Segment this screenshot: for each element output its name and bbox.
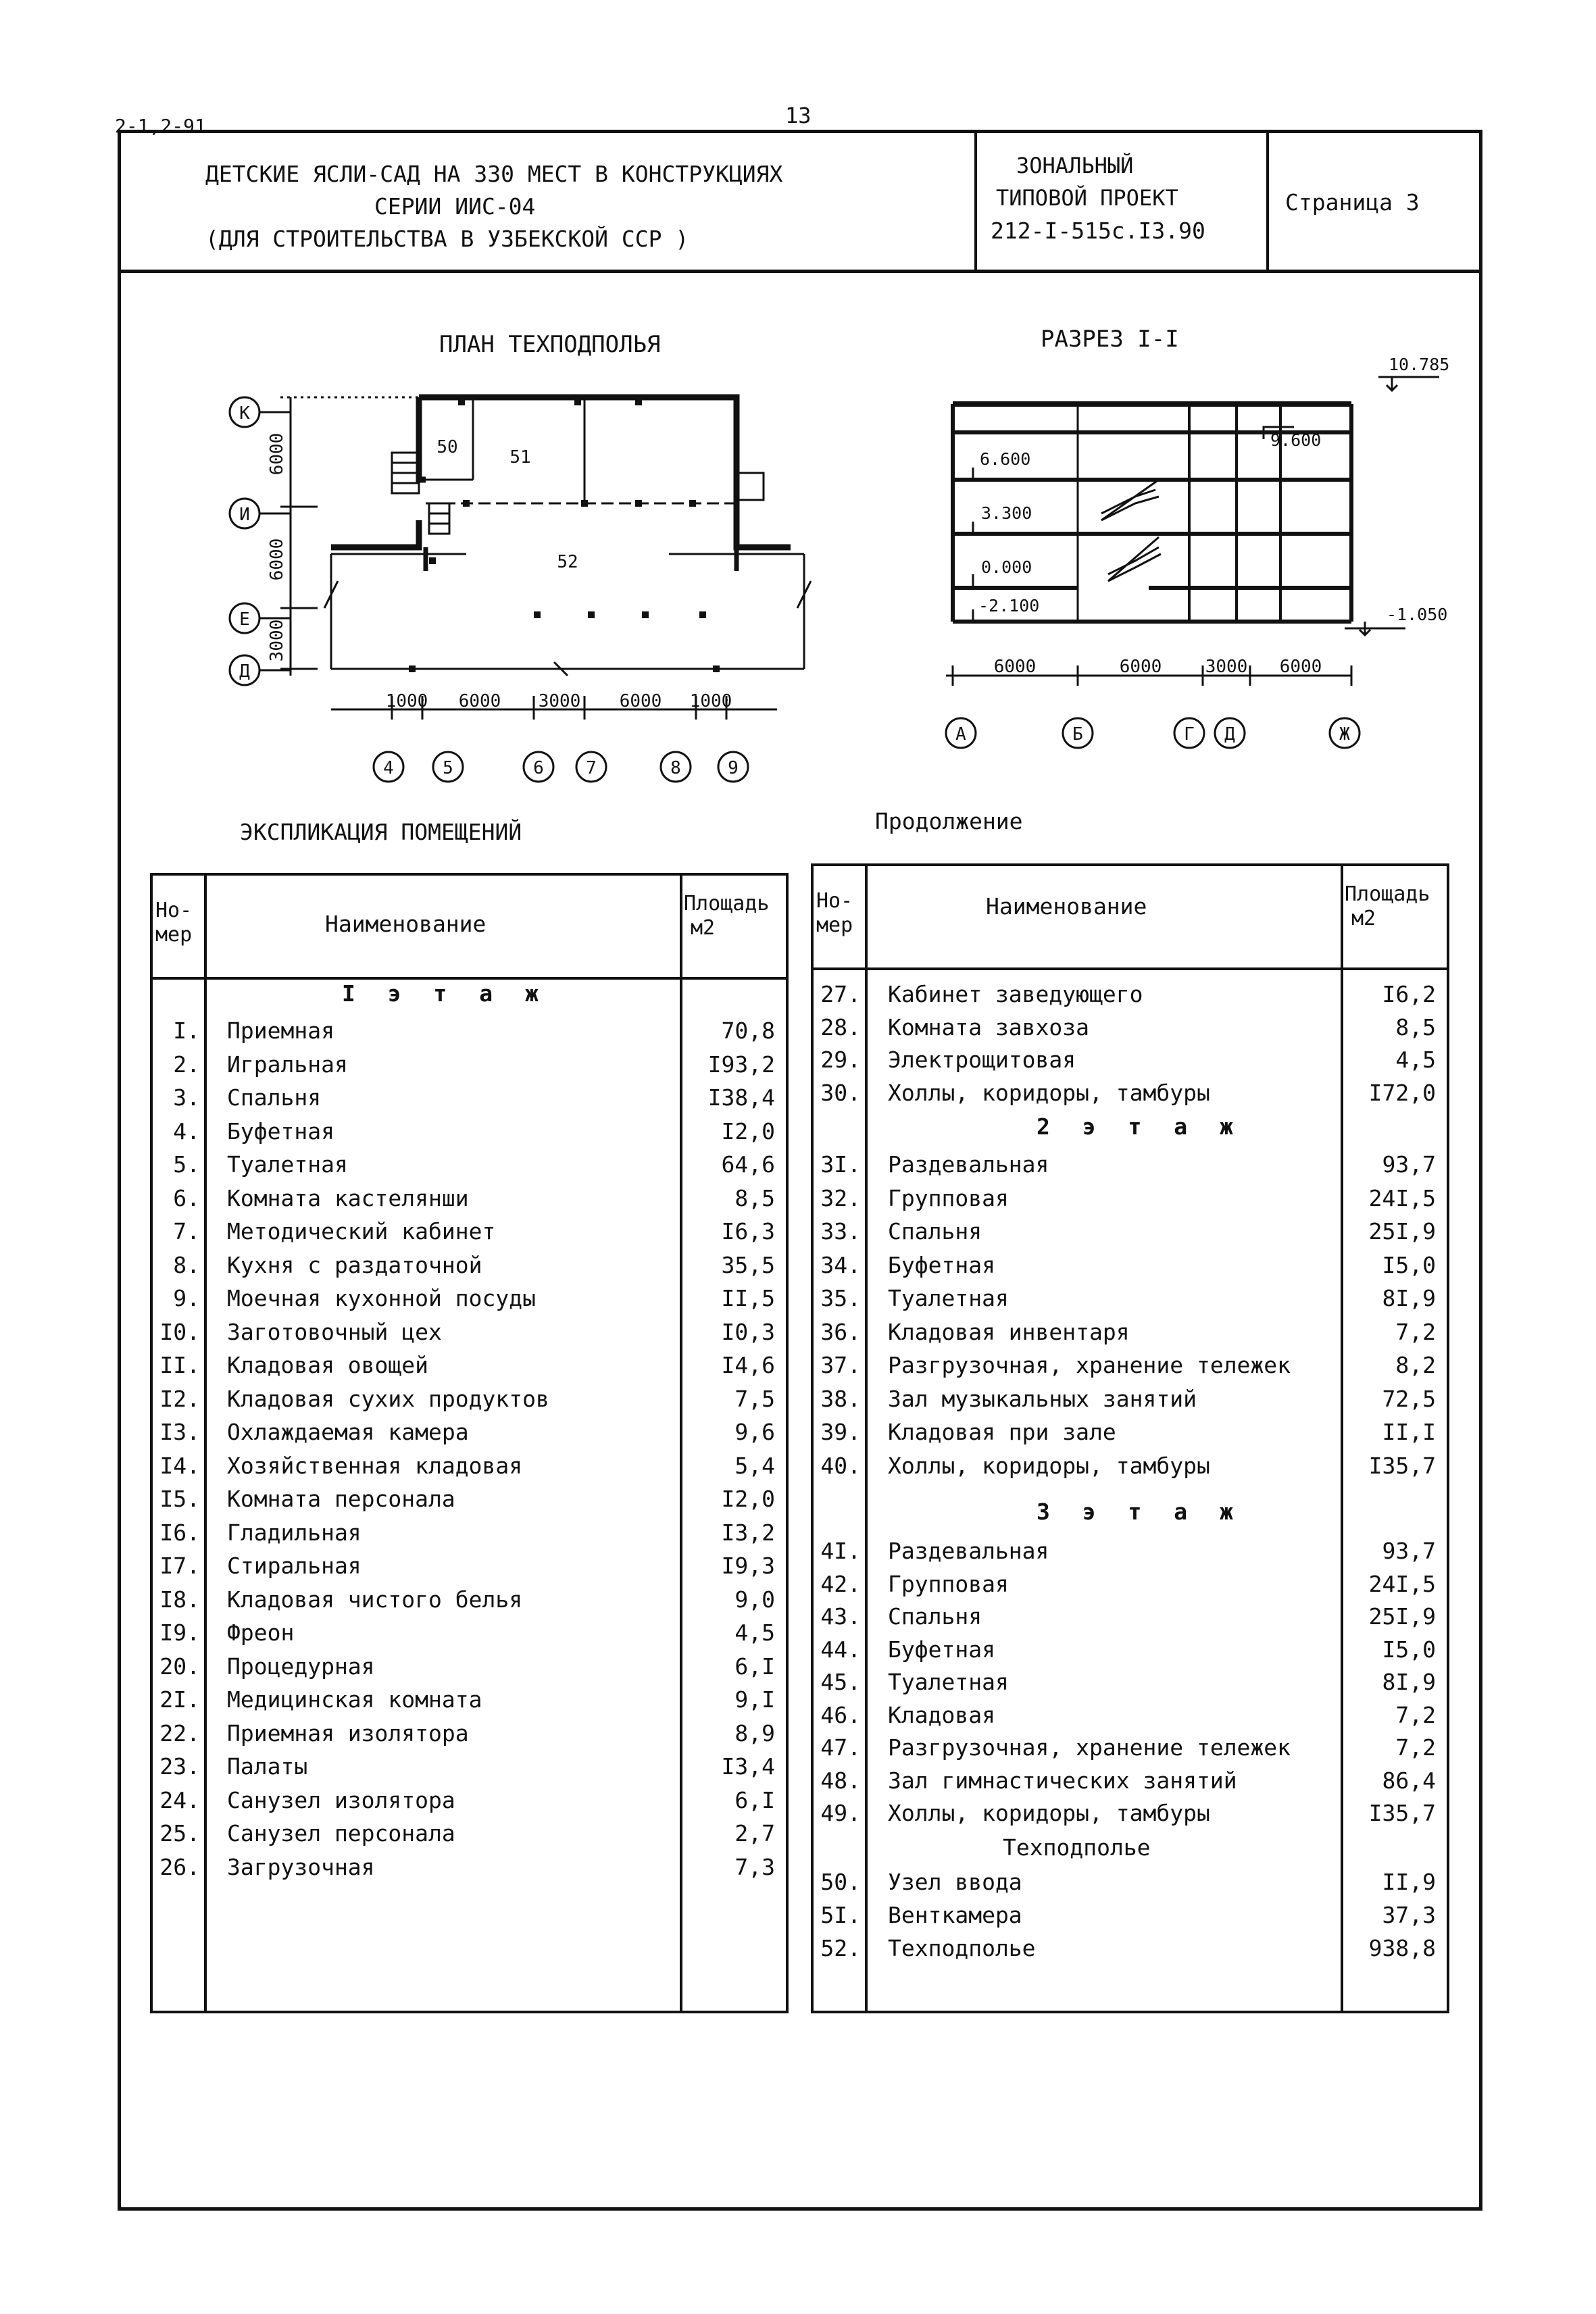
- room-name: Хозяйственная кладовая: [227, 1452, 523, 1479]
- room-area: I9,3: [721, 1553, 775, 1579]
- row-number: I9.: [159, 1619, 200, 1646]
- floor-header: 2 э т а ж: [1037, 1113, 1243, 1140]
- table-row: [153, 1215, 786, 1248]
- room-name: Групповая: [888, 1570, 1009, 1597]
- room-area: 24I,5: [1368, 1570, 1436, 1597]
- section-level: 10.785: [1389, 355, 1450, 374]
- row-number: I5.: [159, 1486, 200, 1512]
- room-name: Процедурная: [227, 1653, 375, 1680]
- section-level: 3.300: [981, 503, 1032, 523]
- project-code: 212-I-515c.I3.90: [991, 218, 1205, 244]
- table-row: [153, 1015, 786, 1047]
- row-number: 27.: [820, 981, 861, 1007]
- project-line-2: ТИПОВОЙ ПРОЕКТ: [996, 185, 1178, 211]
- plan-dim-label: 6000: [619, 691, 662, 711]
- row-number: 52.: [820, 1935, 861, 1961]
- explication-title: ЭКСПЛИКАЦИЯ ПОМЕЩЕНИЙ: [240, 819, 522, 845]
- row-number: 25.: [159, 1820, 200, 1846]
- plan-dim-label: 3000: [538, 691, 581, 711]
- table-row: [814, 1932, 1447, 1965]
- room-name: Кладовая чистого белья: [227, 1586, 523, 1613]
- row-number: 28.: [820, 1013, 861, 1040]
- plan-axis-label: К: [239, 403, 250, 424]
- section-axis-label: Б: [1072, 724, 1083, 745]
- room-name: Кладовая при зале: [888, 1419, 1116, 1445]
- table-row: [814, 1316, 1447, 1349]
- row-number: 38.: [820, 1385, 861, 1412]
- room-name: Стиральная: [227, 1553, 361, 1579]
- col-header-name: Наименование: [986, 893, 1147, 920]
- section-dim-label: 3000: [1205, 657, 1248, 677]
- room-area: I3,4: [721, 1753, 775, 1780]
- room-name: Раздевальная: [888, 1151, 1049, 1178]
- table-row: [153, 1082, 786, 1114]
- room-area: I2,0: [721, 1117, 775, 1145]
- room-area: 37,3: [1382, 1902, 1436, 1928]
- row-number: I7.: [159, 1553, 200, 1579]
- room-name: Комната кастелянши: [227, 1184, 469, 1211]
- room-area: I38,4: [707, 1084, 775, 1111]
- project-line-1: ЗОНАЛЬНЫЙ: [1016, 153, 1134, 178]
- room-area: 4,5: [1395, 1047, 1436, 1073]
- row-number: 42.: [820, 1570, 861, 1597]
- table-row: [153, 1115, 786, 1148]
- table-row: [814, 1182, 1447, 1215]
- room-name: Санузел изолятора: [227, 1786, 455, 1813]
- title-line-2: СЕРИИ ИИС-04: [374, 193, 536, 220]
- table-row: [814, 1282, 1447, 1315]
- row-number: 5I.: [820, 1902, 861, 1928]
- room-name: Разгрузочная, хранение тележек: [888, 1734, 1291, 1761]
- section-drawing: [905, 351, 1487, 770]
- room-area: 25I,9: [1368, 1218, 1436, 1244]
- room-name: Венткамера: [888, 1902, 1022, 1928]
- header-divider: [153, 977, 786, 980]
- table-row: [153, 1751, 786, 1783]
- table-row: [814, 1765, 1447, 1797]
- room-area: 8,5: [1395, 1013, 1436, 1040]
- row-number: 36.: [820, 1318, 861, 1345]
- room-name: Охлаждаемая камера: [227, 1419, 469, 1445]
- col-header-area-line: м2: [691, 916, 716, 940]
- table-row: [153, 1517, 786, 1549]
- room-name: Буфетная: [888, 1636, 995, 1663]
- table-row: [153, 1249, 786, 1282]
- room-area: 7,3: [734, 1853, 775, 1880]
- room-name: Туалетная: [888, 1669, 1009, 1695]
- room-area: I5,0: [1382, 1636, 1436, 1663]
- room-name: Техподполье: [888, 1935, 1036, 1961]
- room-name: Буфетная: [888, 1251, 995, 1278]
- room-area: I2,0: [721, 1486, 775, 1512]
- table-row: [814, 1732, 1447, 1764]
- section-axis-label: Г: [1184, 724, 1195, 745]
- table-row: [153, 1651, 786, 1683]
- room-name: Палаты: [227, 1753, 308, 1780]
- room-area: 6,I: [734, 1786, 775, 1813]
- room-area: 9,0: [734, 1586, 775, 1613]
- room-area: 70,8: [721, 1017, 775, 1044]
- title-line-3: (ДЛЯ СТРОИТЕЛЬСТВА В УЗБЕКСКОЙ ССР ): [205, 226, 689, 252]
- table-row: [814, 1535, 1447, 1567]
- room-area: I3,2: [721, 1519, 775, 1546]
- plan-axis-label: 5: [443, 758, 453, 778]
- room-name: Холлы, коридоры, тамбуры: [888, 1452, 1210, 1479]
- section-axis-label: Ж: [1339, 724, 1350, 745]
- row-number: 46.: [820, 1701, 861, 1728]
- row-number: 30.: [820, 1079, 861, 1106]
- room-area: 7,2: [1395, 1701, 1436, 1728]
- row-number: 48.: [820, 1767, 861, 1794]
- room-area: 93,7: [1382, 1151, 1436, 1178]
- row-number: 26.: [159, 1853, 200, 1880]
- room-area: 64,6: [721, 1151, 775, 1178]
- room-name: Комната завхоза: [888, 1013, 1090, 1040]
- room-name: Спальня: [888, 1218, 982, 1244]
- plan-axis-label: 7: [586, 758, 597, 778]
- sheet-label: Страница 3: [1285, 189, 1420, 216]
- title-divider-1: [974, 130, 977, 273]
- row-number: 33.: [820, 1218, 861, 1244]
- room-area: 7,2: [1395, 1318, 1436, 1345]
- row-number: 2I.: [159, 1686, 200, 1713]
- row-number: 47.: [820, 1734, 861, 1761]
- room-name: Холлы, коридоры, тамбуры: [888, 1079, 1210, 1106]
- room-area: 6,I: [734, 1653, 775, 1680]
- room-name: Кладовая инвентаря: [888, 1318, 1130, 1345]
- table-row: [153, 1316, 786, 1349]
- room-name: Туалетная: [227, 1151, 348, 1178]
- room-name: Кабинет заведующего: [888, 981, 1143, 1007]
- room-area: I0,3: [721, 1318, 775, 1345]
- basement-plan-drawing: [203, 378, 878, 784]
- floor-header: 3 э т а ж: [1037, 1499, 1243, 1525]
- row-number: I.: [173, 1017, 200, 1044]
- section-axis-label: А: [955, 724, 966, 745]
- table-row: [814, 1899, 1447, 1932]
- room-area: 86,4: [1382, 1767, 1436, 1794]
- plan-axis-label: 8: [670, 758, 681, 778]
- room-area: 72,5: [1382, 1385, 1436, 1412]
- room-name: Методический кабинет: [227, 1218, 496, 1244]
- room-name: Игральная: [227, 1051, 348, 1078]
- room-name: Медицинская комната: [227, 1686, 482, 1713]
- row-number: 35.: [820, 1285, 861, 1311]
- room-area: 5,4: [734, 1452, 775, 1479]
- table-row: [153, 1483, 786, 1515]
- header-divider: [814, 967, 1447, 970]
- continuation-label: Продолжение: [875, 808, 1023, 834]
- plan-dim-label: 1000: [689, 691, 732, 711]
- table-row: [814, 1011, 1447, 1044]
- row-number: I6.: [159, 1519, 200, 1546]
- room-name: Туалетная: [888, 1285, 1009, 1311]
- table-row: [814, 1349, 1447, 1382]
- row-number: 6.: [173, 1184, 200, 1211]
- plan-axis-label: 6: [533, 758, 544, 778]
- table-row: [814, 1666, 1447, 1699]
- col-header-area-line: Площадь: [1345, 882, 1430, 906]
- room-area: 93,7: [1382, 1538, 1436, 1564]
- row-number: 43.: [820, 1603, 861, 1630]
- col-header-num: [816, 889, 853, 938]
- row-number: 34.: [820, 1251, 861, 1278]
- table-row: [153, 1784, 786, 1817]
- room-name: Приемная изолятора: [227, 1719, 469, 1746]
- row-number: 24.: [159, 1786, 200, 1813]
- page-number: 13: [785, 103, 812, 128]
- room-name: Холлы, коридоры, тамбуры: [888, 1800, 1210, 1826]
- table-row: [814, 1797, 1447, 1830]
- row-number: 7.: [173, 1218, 200, 1244]
- plan-axis-label: И: [239, 505, 250, 525]
- table-row: [153, 1149, 786, 1181]
- room-name: Раздевальная: [888, 1538, 1049, 1564]
- row-number: I3.: [159, 1419, 200, 1445]
- table-row: [814, 1450, 1447, 1482]
- room-area: 9,6: [734, 1419, 775, 1445]
- plan-dim-label: 3000: [267, 619, 287, 662]
- row-number: I0.: [159, 1318, 200, 1345]
- room-name: Фреон: [227, 1619, 295, 1646]
- room-name: Кладовая сухих продуктов: [227, 1385, 549, 1412]
- plan-room-label: 51: [509, 447, 531, 468]
- section-level: -2.100: [978, 596, 1040, 615]
- row-number: II.: [159, 1352, 200, 1378]
- room-area: 8,2: [1395, 1352, 1436, 1378]
- title-divider-2: [1266, 130, 1269, 273]
- plan-dim-label: 1000: [385, 691, 428, 711]
- room-name: Спальня: [888, 1603, 982, 1630]
- room-area: 35,5: [721, 1251, 775, 1278]
- room-name: Санузел персонала: [227, 1820, 455, 1846]
- room-area: 938,8: [1368, 1935, 1436, 1961]
- section-dim-label: 6000: [1119, 657, 1162, 677]
- section-level: 6.600: [980, 449, 1031, 469]
- room-area: 25I,9: [1368, 1603, 1436, 1630]
- row-number: 8.: [173, 1251, 200, 1278]
- section-level: 9.600: [1270, 430, 1322, 450]
- room-name: Спальня: [227, 1084, 322, 1111]
- table-row: [814, 1044, 1447, 1076]
- col-header-area: [684, 892, 769, 940]
- room-name: Буфетная: [227, 1117, 334, 1145]
- room-area: 4,5: [734, 1619, 775, 1646]
- row-number: 4.: [173, 1117, 200, 1145]
- row-number: 37.: [820, 1352, 861, 1378]
- row-number: 22.: [159, 1719, 200, 1746]
- room-area: II,5: [721, 1285, 775, 1311]
- room-name: Групповая: [888, 1184, 1009, 1211]
- row-number: 29.: [820, 1047, 861, 1073]
- row-number: 32.: [820, 1184, 861, 1211]
- row-number: 3.: [173, 1084, 200, 1111]
- col-header-num-line: Но-: [155, 899, 193, 922]
- room-name: Кладовая: [888, 1701, 995, 1728]
- table-row: [153, 1450, 786, 1482]
- room-name: Электрощитовая: [888, 1047, 1076, 1073]
- row-number: 39.: [820, 1419, 861, 1445]
- table-row: [153, 1282, 786, 1315]
- room-area: I72,0: [1368, 1079, 1436, 1106]
- table-row: [814, 1634, 1447, 1666]
- section-title: РАЗРЕЗ I-I: [1041, 326, 1179, 353]
- table-row: [814, 1699, 1447, 1732]
- table-row: [814, 1866, 1447, 1898]
- table-row: [153, 1550, 786, 1582]
- room-name: Заготовочный цех: [227, 1318, 442, 1345]
- explication-table-left: [150, 873, 789, 2013]
- table-row: [814, 1568, 1447, 1601]
- row-number: 9.: [173, 1285, 200, 1311]
- room-name: Гладильная: [227, 1519, 361, 1546]
- room-area: II,9: [1382, 1869, 1436, 1895]
- table-row: [153, 1817, 786, 1850]
- room-area: II,I: [1382, 1419, 1436, 1445]
- col-header-num: [155, 899, 192, 947]
- series-code: 2-1,2-91: [115, 115, 206, 137]
- row-number: I4.: [159, 1452, 200, 1479]
- col-header-name: Наименование: [325, 911, 487, 937]
- plan-axis-label: 4: [383, 758, 394, 778]
- col-header-area-line: м2: [1351, 907, 1376, 930]
- floor-header: I э т а ж: [342, 980, 548, 1007]
- col-header-area: [1345, 882, 1430, 931]
- col-header-num-line: мер: [155, 923, 193, 947]
- row-number: 3I.: [820, 1151, 861, 1178]
- row-number: I2.: [159, 1385, 200, 1412]
- room-name: Моечная кухонной посуды: [227, 1285, 536, 1311]
- table-row: [814, 1601, 1447, 1633]
- section-dim-label: 6000: [1279, 657, 1322, 677]
- row-number: 5.: [173, 1151, 200, 1178]
- plan-axis-label: 9: [728, 758, 739, 778]
- room-area: 8,5: [734, 1184, 775, 1211]
- table-row: [153, 1717, 786, 1750]
- table-row: [153, 1584, 786, 1616]
- table-row: [153, 1617, 786, 1649]
- table-row: [814, 1149, 1447, 1181]
- row-number: 50.: [820, 1869, 861, 1895]
- section-dim-label: 6000: [993, 657, 1037, 677]
- room-name: Кухня с раздаточной: [227, 1251, 482, 1278]
- plan-dim-label: 6000: [267, 432, 287, 476]
- room-name: Загрузочная: [227, 1853, 375, 1880]
- row-number: 49.: [820, 1800, 861, 1826]
- room-area: 2,7: [734, 1820, 775, 1846]
- room-name: Разгрузочная, хранение тележек: [888, 1352, 1291, 1378]
- row-number: 40.: [820, 1452, 861, 1479]
- plan-room-label: 52: [557, 552, 578, 572]
- room-area: I4,6: [721, 1352, 775, 1378]
- table-row: [153, 1851, 786, 1884]
- room-area: 8,9: [734, 1719, 775, 1746]
- row-number: 2.: [173, 1051, 200, 1078]
- row-number: 23.: [159, 1753, 200, 1780]
- row-number: 45.: [820, 1669, 861, 1695]
- section-level: -1.050: [1387, 605, 1448, 624]
- table-row: [814, 1249, 1447, 1282]
- floor-header-basement: Техподполье: [1003, 1834, 1151, 1861]
- title-line-1: ДЕТСКИЕ ЯСЛИ-САД НА 330 МЕСТ В КОНСТРУКЦИЯХ: [205, 161, 783, 187]
- table-row: [814, 1215, 1447, 1248]
- table-row: [814, 978, 1447, 1011]
- room-area: 8I,9: [1382, 1669, 1436, 1695]
- table-row: [814, 1077, 1447, 1109]
- row-number: 20.: [159, 1653, 200, 1680]
- room-name: Приемная: [227, 1017, 334, 1044]
- row-number: 44.: [820, 1636, 861, 1663]
- plan-dim-label: 6000: [267, 538, 287, 581]
- room-area: 7,5: [734, 1385, 775, 1412]
- room-area: I6,2: [1382, 981, 1436, 1007]
- row-number: I8.: [159, 1586, 200, 1613]
- title-block: [118, 130, 1482, 273]
- room-area: I5,0: [1382, 1251, 1436, 1278]
- room-name: Зал музыкальных занятий: [888, 1385, 1197, 1412]
- col-header-area-line: Площадь: [684, 892, 770, 915]
- room-area: 9,I: [734, 1686, 775, 1713]
- plan-dim-label: 6000: [458, 691, 501, 711]
- plan-room-label: 50: [437, 437, 458, 457]
- table-row: [153, 1383, 786, 1415]
- col-header-num-line: Но-: [816, 889, 853, 913]
- plan-axis-label: Д: [239, 661, 250, 682]
- table-row: [153, 1416, 786, 1449]
- room-area: I93,2: [707, 1051, 775, 1078]
- plan-axis-label: Е: [239, 609, 250, 630]
- room-area: 7,2: [1395, 1734, 1436, 1761]
- plan-title: ПЛАН ТЕХПОДПОЛЬЯ: [439, 331, 661, 358]
- room-name: Зал гимнастических занятий: [888, 1767, 1237, 1794]
- section-level: 0.000: [981, 557, 1032, 577]
- room-name: Кладовая овощей: [227, 1352, 429, 1378]
- table-row: [153, 1684, 786, 1716]
- table-row: [814, 1416, 1447, 1449]
- col-header-num-line: мер: [816, 913, 853, 937]
- room-area: 24I,5: [1368, 1184, 1436, 1211]
- table-row: [153, 1182, 786, 1215]
- room-area: 8I,9: [1382, 1285, 1436, 1311]
- table-row: [153, 1349, 786, 1382]
- section-axis-label: Д: [1224, 724, 1235, 745]
- room-name: Узел ввода: [888, 1869, 1022, 1895]
- room-area: I6,3: [721, 1218, 775, 1244]
- room-area: I35,7: [1368, 1800, 1436, 1826]
- explication-table-right: [811, 863, 1449, 2013]
- row-number: 4I.: [820, 1538, 861, 1564]
- room-name: Комната персонала: [227, 1486, 455, 1512]
- table-row: [153, 1049, 786, 1081]
- room-area: I35,7: [1368, 1452, 1436, 1479]
- table-row: [814, 1383, 1447, 1415]
